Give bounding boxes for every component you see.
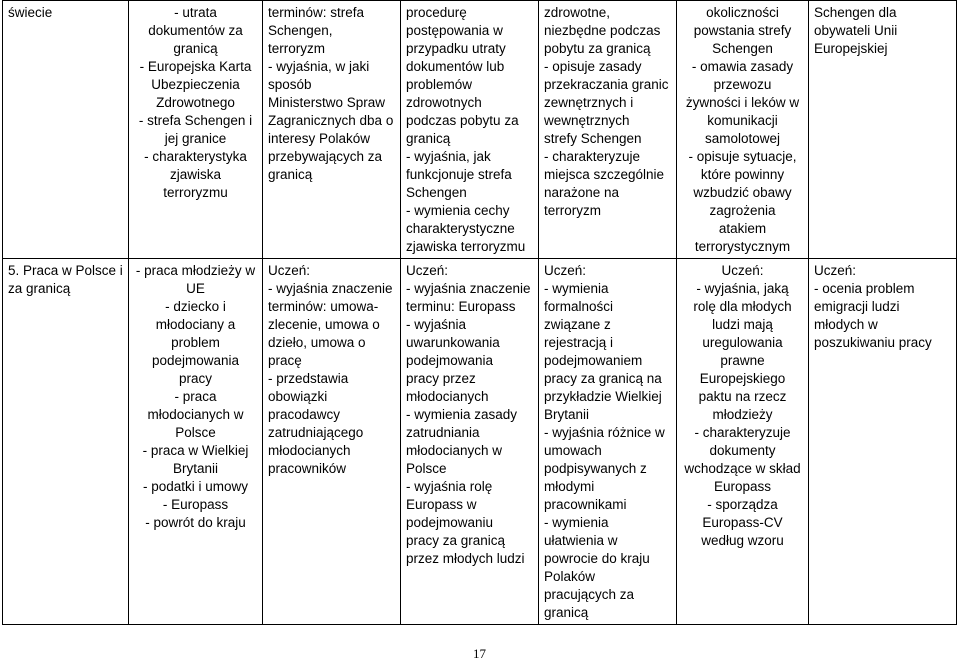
topic-text: 5. Praca w Polsce i za granicą	[8, 263, 123, 296]
requirements-text: procedurę postępowania w przypadku utraty dokumentów lub problemów zdrowotnych podczas pobytu za granicą - wyjaśnia, jak funkcjonuje strefa Schengen - wymienia cechy charakterystyczne zjawiska terroryzmu	[406, 5, 526, 254]
table-row	[3, 1, 957, 259]
requirements-cell	[677, 1, 809, 259]
requirements-text: terminów: strefa Schengen, terroryzm - wyjaśnia, w jaki sposób Ministerstwo Spraw Zagranicznych dba o interesy Polaków przebywających za granicą	[268, 5, 394, 182]
topic-cell	[3, 259, 129, 625]
requirements-text: Uczeń: - wyjaśnia, jaką rolę dla młodych ludzi mają uregulowania prawne Europejskiego paktu na rzecz młodzieży - charakteryzuje dokumenty wchodzące w skład Europass - sporządza Europass-CV według wzoru	[684, 263, 801, 548]
requirements-cell	[809, 259, 957, 625]
content-cell	[129, 1, 263, 259]
content-text: - praca młodzieży w UE - dziecko i młodociany a problem podejmowania pracy - praca młodocianych w Polsce - praca w Wielkiej Brytanii - podatki i umowy - Europass - powrót do kraju	[135, 263, 256, 530]
requirements-cell	[539, 259, 677, 625]
requirements-text: Uczeń: - wyjaśnia znaczenie terminu: Europass - wyjaśnia uwarunkowania podejmowania pracy przez młodocianych - wymienia zasady zatrudniania młodocianych w Polsce - wyjaśnia rolę Europass w podejmowaniu pracy za granicą przez młodych ludzi	[406, 263, 531, 566]
requirements-text: Uczeń: - wymienia formalności związane z rejestracją i podejmowaniem pracy za granicą na przykładzie Wielkiej Brytanii - wyjaśnia różnice w umowach podpisywanych z młodymi pracownikami - wymienia ułatwienia w powrocie do kraju Polaków pracujących za granicą	[544, 263, 665, 620]
requirements-cell	[677, 259, 809, 625]
topic-text: świecie	[8, 5, 53, 20]
requirements-cell	[401, 259, 539, 625]
page-number: 17	[473, 646, 486, 661]
requirements-text: Uczeń: - wyjaśnia znaczenie terminów: umowa- zlecenie, umowa o dzieło, umowa o pracę - przedstawia obowiązki pracodawcy zatrudniającego młodocianych pracowników	[268, 263, 393, 476]
requirements-cell	[809, 1, 957, 259]
content-text: - utrata dokumentów za granicą - Europejska Karta Ubezpieczenia Zdrowotnego - strefa Schengen i jej granice - charakterystyka zjawiska terroryzmu	[138, 5, 253, 200]
requirements-text: Schengen dla obywateli Unii Europejskiej	[814, 5, 898, 56]
topic-cell	[3, 1, 129, 259]
curriculum-table	[2, 0, 957, 625]
requirements-text: Uczeń: - ocenia problem emigracji ludzi młodych w poszukiwaniu pracy	[814, 263, 932, 350]
requirements-text: okoliczności powstania strefy Schengen - omawia zasady przewozu żywności i leków w komunikacji samolotowej - opisuje sytuacje, które powinny wzbudzić obawy zagrożenia atakiem terrorystycznym	[685, 5, 800, 254]
table-row	[3, 259, 957, 625]
requirements-cell	[539, 1, 677, 259]
requirements-cell	[263, 259, 401, 625]
requirements-cell	[263, 1, 401, 259]
requirements-text: zdrowotne, niezbędne podczas pobytu za granicą - opisuje zasady przekraczania granic zewnętrznych i wewnętrznych strefy Schengen - charakteryzuje miejsca szczególnie narażone na terroryzm	[544, 5, 669, 218]
requirements-cell	[401, 1, 539, 259]
content-cell	[129, 259, 263, 625]
